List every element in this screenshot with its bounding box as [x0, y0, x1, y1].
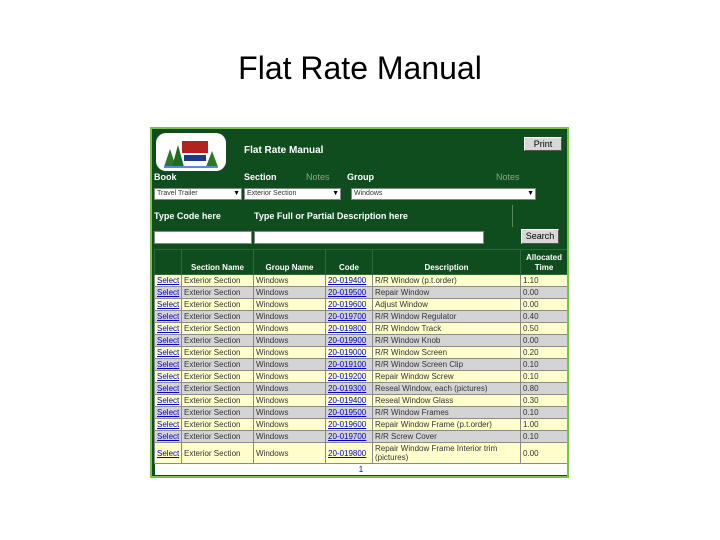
column-header: Code: [326, 250, 373, 275]
description-cell: R/R Window Knob: [373, 335, 521, 347]
table-row: [155, 359, 568, 371]
group-name-cell: Windows: [254, 335, 326, 347]
code-link[interactable]: 20-019600: [326, 299, 373, 311]
section-label: Section: [244, 172, 277, 182]
table-row: [155, 311, 568, 323]
select-link[interactable]: Select: [155, 419, 182, 431]
allocated-time-cell: 0.00: [521, 287, 568, 299]
code-link[interactable]: 20-019800: [326, 443, 373, 464]
group-name-cell: Windows: [254, 443, 326, 464]
select-link[interactable]: Select: [155, 371, 182, 383]
code-link[interactable]: 20-019900: [326, 335, 373, 347]
page-link[interactable]: 1: [155, 464, 568, 476]
code-link[interactable]: 20-019500: [326, 407, 373, 419]
group-name-cell: Windows: [254, 347, 326, 359]
chevron-down-icon: ▼: [233, 190, 240, 197]
description-cell: Repair Window: [373, 287, 521, 299]
allocated-time-cell: 0.80: [521, 383, 568, 395]
section-name-cell: Exterior Section: [182, 287, 254, 299]
section-name-cell: Exterior Section: [182, 371, 254, 383]
group-name-cell: Windows: [254, 323, 326, 335]
code-input[interactable]: [154, 231, 252, 244]
code-link[interactable]: 20-019300: [326, 383, 373, 395]
section-name-cell: Exterior Section: [182, 299, 254, 311]
chevron-down-icon: ▼: [527, 190, 534, 197]
allocated-time-cell: 0.10: [521, 371, 568, 383]
select-link[interactable]: Select: [155, 311, 182, 323]
table-row: [155, 299, 568, 311]
description-cell: R/R Window (p.t.order): [373, 275, 521, 287]
group-name-cell: Windows: [254, 407, 326, 419]
code-link[interactable]: 20-019600: [326, 419, 373, 431]
group-name-cell: Windows: [254, 383, 326, 395]
allocated-time-cell: 0.50: [521, 323, 568, 335]
table-row: [155, 431, 568, 443]
select-link[interactable]: Select: [155, 347, 182, 359]
allocated-time-cell: 0.00: [521, 299, 568, 311]
table-row: [155, 407, 568, 419]
allocated-time-cell: 1.00: [521, 419, 568, 431]
column-header: Group Name: [254, 250, 326, 275]
allocated-time-cell: 1.10: [521, 275, 568, 287]
select-link[interactable]: Select: [155, 275, 182, 287]
section-select[interactable]: [244, 188, 341, 200]
group-select[interactable]: [351, 188, 536, 200]
description-cell: R/R Window Regulator: [373, 311, 521, 323]
select-link[interactable]: Select: [155, 431, 182, 443]
description-cell: R/R Window Screen: [373, 347, 521, 359]
select-link[interactable]: Select: [155, 335, 182, 347]
group-name-cell: Windows: [254, 431, 326, 443]
select-link[interactable]: Select: [155, 383, 182, 395]
allocated-time-cell: 0.20: [521, 347, 568, 359]
description-cell: Repair Window Screw: [373, 371, 521, 383]
group-name-cell: Windows: [254, 395, 326, 407]
table-row: [155, 383, 568, 395]
code-link[interactable]: 20-019200: [326, 371, 373, 383]
results-table: [154, 249, 568, 475]
code-link[interactable]: 20-019700: [326, 431, 373, 443]
notes-label-2: Notes: [496, 172, 520, 182]
allocated-time-cell: 0.00: [521, 335, 568, 347]
allocated-time-cell: 0.10: [521, 431, 568, 443]
section-name-cell: Exterior Section: [182, 323, 254, 335]
description-input[interactable]: [254, 231, 484, 244]
allocated-time-cell: 0.30: [521, 395, 568, 407]
table-row: [155, 335, 568, 347]
select-link[interactable]: Select: [155, 395, 182, 407]
table-row: [155, 443, 568, 464]
allocated-time-cell: 0.10: [521, 407, 568, 419]
column-header: [155, 250, 182, 275]
table-row: [155, 395, 568, 407]
slide-title: Flat Rate Manual: [238, 50, 482, 86]
code-link[interactable]: 20-019000: [326, 347, 373, 359]
group-name-cell: Windows: [254, 371, 326, 383]
group-name-cell: Windows: [254, 359, 326, 371]
select-link[interactable]: Select: [155, 359, 182, 371]
section-name-cell: Exterior Section: [182, 407, 254, 419]
forest-river-logo: [156, 133, 226, 171]
allocated-time-cell: 0.40: [521, 311, 568, 323]
table-row: [155, 347, 568, 359]
description-cell: Repair Window Frame Interior trim (pictures): [373, 443, 521, 464]
table-row: [155, 287, 568, 299]
table-row: [155, 371, 568, 383]
table-row: [155, 275, 568, 287]
section-select-value: Exterior Section: [247, 190, 297, 197]
code-link[interactable]: 20-019800: [326, 323, 373, 335]
section-name-cell: Exterior Section: [182, 419, 254, 431]
type-description-label: Type Full or Partial Description here: [254, 211, 408, 221]
print-button[interactable]: Print: [524, 137, 562, 151]
book-select[interactable]: [154, 188, 242, 200]
book-label: Book: [154, 172, 177, 182]
table-row: [155, 323, 568, 335]
description-cell: R/R Screw Cover: [373, 431, 521, 443]
table-row: [155, 419, 568, 431]
app-title: Flat Rate Manual: [244, 145, 324, 156]
flat-rate-app-window: [150, 127, 569, 478]
select-link[interactable]: Select: [155, 443, 182, 464]
description-cell: Reseal Window, each (pictures): [373, 383, 521, 395]
table-header-row: [155, 250, 568, 275]
section-name-cell: Exterior Section: [182, 443, 254, 464]
pager-row: [155, 464, 568, 476]
description-cell: R/R Window Track: [373, 323, 521, 335]
group-name-cell: Windows: [254, 275, 326, 287]
group-label: Group: [347, 172, 374, 182]
search-button[interactable]: Search: [521, 229, 559, 244]
chevron-down-icon: ▼: [332, 190, 339, 197]
select-link[interactable]: Select: [155, 299, 182, 311]
section-name-cell: Exterior Section: [182, 431, 254, 443]
description-cell: R/R Window Frames: [373, 407, 521, 419]
section-name-cell: Exterior Section: [182, 359, 254, 371]
allocated-time-cell: 0.10: [521, 359, 568, 371]
select-link[interactable]: Select: [155, 323, 182, 335]
group-name-cell: Windows: [254, 287, 326, 299]
code-link[interactable]: 20-019400: [326, 395, 373, 407]
section-name-cell: Exterior Section: [182, 275, 254, 287]
section-name-cell: Exterior Section: [182, 395, 254, 407]
book-select-value: Travel Trailer: [157, 190, 198, 197]
group-name-cell: Windows: [254, 419, 326, 431]
group-name-cell: Windows: [254, 299, 326, 311]
section-name-cell: Exterior Section: [182, 347, 254, 359]
section-name-cell: Exterior Section: [182, 335, 254, 347]
code-link[interactable]: 20-019100: [326, 359, 373, 371]
description-cell: Adjust Window: [373, 299, 521, 311]
column-header: Allocated Time: [521, 250, 568, 275]
group-name-cell: Windows: [254, 311, 326, 323]
column-header: Section Name: [182, 250, 254, 275]
description-cell: Reseal Window Glass: [373, 395, 521, 407]
description-cell: R/R Window Screen Clip: [373, 359, 521, 371]
code-link[interactable]: 20-019400: [326, 275, 373, 287]
notes-label-1: Notes: [306, 172, 330, 182]
code-link[interactable]: 20-019700: [326, 311, 373, 323]
select-link[interactable]: Select: [155, 287, 182, 299]
divider: [512, 205, 513, 227]
section-name-cell: Exterior Section: [182, 383, 254, 395]
type-code-label: Type Code here: [154, 211, 221, 221]
allocated-time-cell: 0.00: [521, 443, 568, 464]
group-select-value: Windows: [354, 190, 383, 197]
column-header: Description: [373, 250, 521, 275]
description-cell: Repair Window Frame (p.t.order): [373, 419, 521, 431]
select-link[interactable]: Select: [155, 407, 182, 419]
code-link[interactable]: 20-019500: [326, 287, 373, 299]
section-name-cell: Exterior Section: [182, 311, 254, 323]
